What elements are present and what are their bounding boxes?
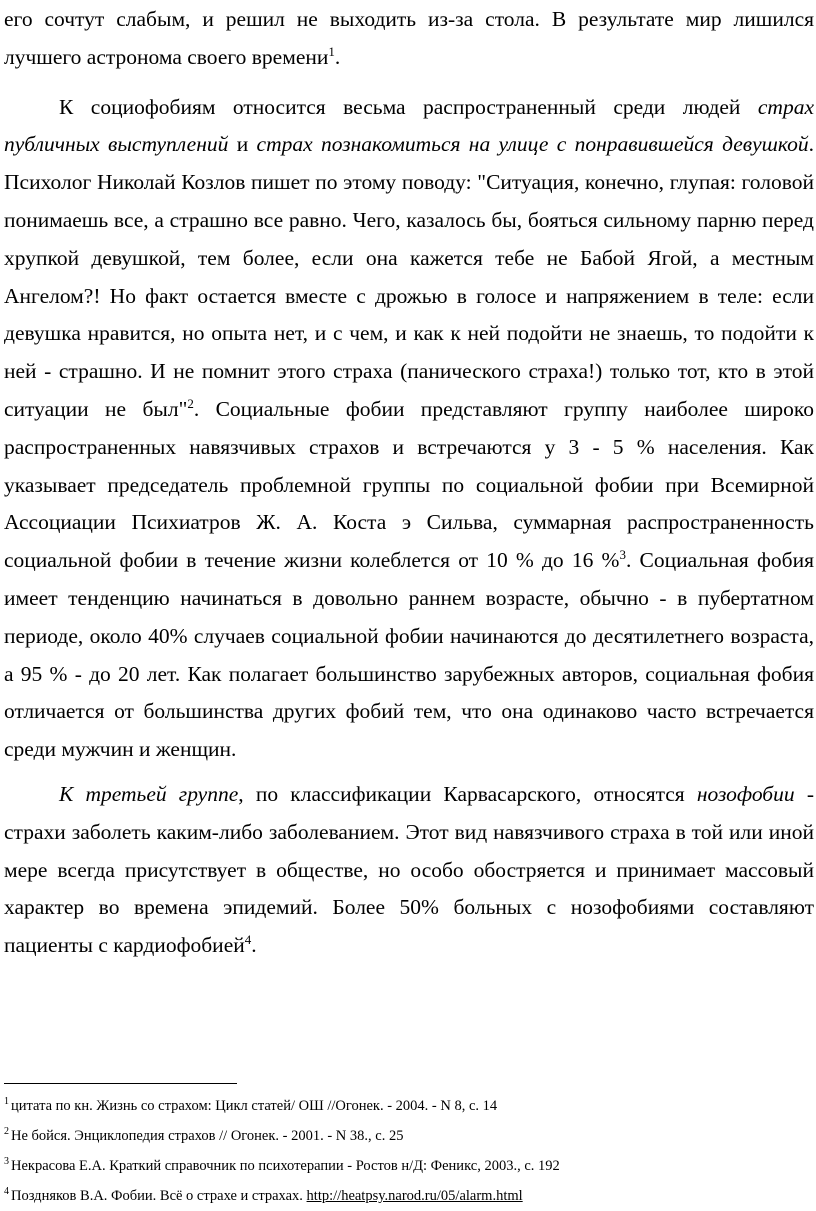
term-public-speaking-fear: страх публичных выступлений: [4, 94, 814, 157]
term-nosophobia: нозофобии: [696, 781, 795, 806]
footnote-ref-4: 4: [244, 931, 252, 947]
footnote-ref-1: 1: [328, 43, 335, 59]
paragraph-3-end: .: [251, 933, 257, 958]
footnote-separator: [4, 1083, 237, 1084]
paragraph-1: [4, 1, 814, 77]
paragraph-3: [4, 776, 814, 965]
footnote-text: Некрасова Е.А. Краткий справочник по психотерапии - Ростов н/Д: Феникс, 2003., с. 192: [11, 1158, 560, 1174]
paragraph-2-text-c: . Психолог Николай Козлов пишет по этому поводу: "Ситуация, конечно, глупая: головой понимаешь все, а страшно все равно. Чего, казалось бы, бояться сильному парню перед хрупкой девушкой, тем более, если она кажется тебе не Бабой Ягой, а местным Ангелом?! Но факт остается вместе с дрожью в голосе и напряжением в теле: если девушка нравится, но опыта нет, и с чем, и как к ней подойти не знаешь, то подойти к ней - страшно. И не помнит этого страха (панического страха!) только тот, кто в этой ситуации не был": [4, 132, 815, 421]
paragraph-2-text-b: и: [228, 132, 257, 157]
footnotes: [4, 1091, 814, 1211]
footnote-4: [4, 1181, 814, 1211]
footnote-number: 2: [4, 1126, 9, 1138]
footnote-ref-2: 2: [187, 395, 194, 411]
paragraph-2-text-e: . Социальная фобия имеет тенденцию начинаться в довольно раннем возрасте, обычно - в пубертатном периоде, около 40% случаев социальной фобии начинаются до десятилетнего возраста, а 95 % - до 20 лет. Как полагает большинство зарубежных авторов, социальная фобия отличается от большинства других фобий тем, что она одинаково часто встречается среди мужчин и женщин.: [4, 548, 814, 762]
footnote-text: Поздняков В.А. Фобии. Всё о страхе и страхах.: [11, 1188, 307, 1204]
paragraph-2-text-d: . Социальные фобии представляют группу наиболее широко распространенных навязчивых страхов и встречаются у 3 - 5 % населения. Как указывает председатель проблемной группы по социальной фобии при Всемирной Ассоциации Психиатров Ж. А. Коста э Сильва, суммарная распространенность социальной фобии в течение жизни колеблется от 10 % до 16 %: [4, 396, 814, 573]
footnote-link[interactable]: http://heatpsy.narod.ru/05/alarm.html: [306, 1188, 523, 1204]
footnote-number: 3: [4, 1156, 9, 1168]
term-street-acquaintance-fear: страх познакомиться на улице с понравившейся девушкой: [256, 132, 809, 157]
paragraph-2-text-a: К социофобиям относится весьма распространенный среди людей: [59, 94, 758, 119]
paragraph-2: [4, 89, 814, 769]
footnote-text: Не бойся. Энциклопедия страхов // Огонек. - 2001. - N 38., с. 25: [11, 1128, 404, 1144]
footnote-number: 1: [4, 1096, 9, 1108]
footnote-1: [4, 1091, 814, 1121]
body-text: [4, 0, 814, 965]
paragraph-1-text: его сочтут слабым, и решил не выходить из-за стола. В результате мир лишился лучшего астронома своего времени: [4, 7, 814, 69]
paragraph-3-text-a: , по классификации Карвасарского, относятся: [238, 781, 697, 806]
footnote-2: [4, 1121, 814, 1151]
footnote-number: 4: [4, 1186, 9, 1198]
term-third-group: К третьей группе: [59, 781, 239, 806]
footnote-ref-3: 3: [619, 547, 626, 562]
footnote-3: [4, 1151, 814, 1181]
paragraph-3-text-b: - страхи заболеть каким-либо заболеванием. Этот вид навязчивого страха в той или иной мере всегда присутствует в обществе, но особо обостряется и принимает массовый характер во времена эпидемий. Более 50% больных с нозофобиями составляют пациенты с кардиофобией: [4, 781, 814, 958]
footnote-text: цитата по кн. Жизнь со страхом: Цикл статей/ ОШ //Огонек. - 2004. - N 8, с. 14: [11, 1098, 498, 1114]
paragraph-1-end: .: [334, 44, 341, 69]
